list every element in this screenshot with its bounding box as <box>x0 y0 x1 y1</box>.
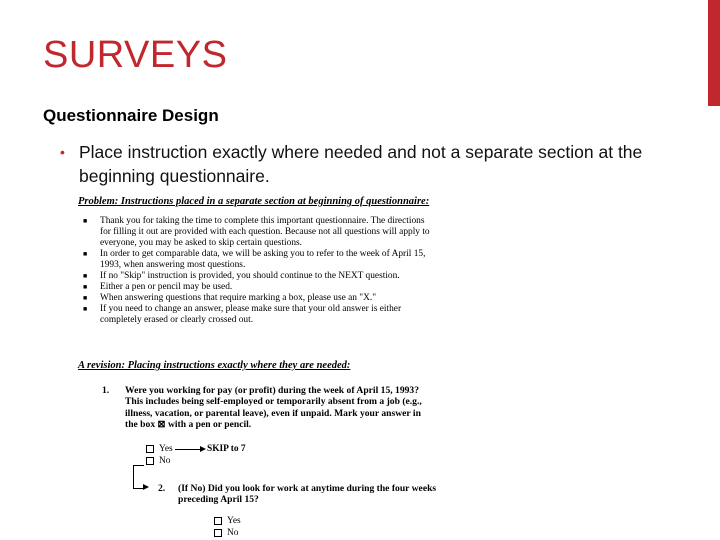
revision-heading: A revision: Placing instructions exactly where they are needed: <box>78 360 351 371</box>
q1-yes-label: Yes <box>159 444 173 454</box>
question-2-number: 2. <box>158 483 166 494</box>
problem-item: ■ When answering questions that require marking a box, please use an "X." <box>78 293 434 304</box>
question-1-text: Were you working for pay (or profit) during the week of April 15, 1993? This includes being self-employed or temporarily absent from a job (e.g., illness, vacation, or parental leave), even if unpaid. Mark your answer in the box ⊠ with a pen or pencil. <box>125 385 422 431</box>
arrow-right-icon <box>200 446 206 452</box>
problem-item: ■ In order to get comparable data, we will be asking you to refer to the week of April 15, 1993, when answering most questions. <box>78 249 434 271</box>
problem-item: ■ Thank you for taking the time to complete this important questionnaire. The directions for filling it out are provided with each question. Because not all questions will apply to everyone, you may be asked to skip certain questions. <box>78 216 434 249</box>
questionnaire-scan <box>74 194 444 540</box>
q1-skip-instruction: SKIP to 7 <box>207 444 246 454</box>
checkbox-icon <box>214 529 222 537</box>
question-2-text: (If No) Did you look for work at anytime during the four weeks preceding April 15? <box>178 483 437 506</box>
problem-item: ■ Either a pen or pencil may be used. <box>78 282 434 293</box>
bullet-dot-icon: • <box>60 144 65 160</box>
question-1-number: 1. <box>102 385 110 396</box>
bullet-text: Place instruction exactly where needed and not a separate section at the beginning questionnaire. <box>79 142 643 186</box>
q2-yes-label: Yes <box>227 516 241 526</box>
q2-no-label: No <box>227 528 239 538</box>
slide-title: SURVEYS <box>43 34 228 76</box>
skip-arrow-line <box>175 449 203 450</box>
q2-yes-option <box>214 516 241 526</box>
problem-list <box>78 216 434 326</box>
q1-no-option <box>146 456 170 466</box>
q1-no-label: No <box>159 456 171 466</box>
q1-yes-option <box>146 444 173 454</box>
checkbox-icon <box>146 457 154 465</box>
problem-item: ■ If no "Skip" instruction is provided, you should continue to the NEXT question. <box>78 271 434 282</box>
slide-subtitle: Questionnaire Design <box>43 106 219 125</box>
checkbox-icon <box>214 517 222 525</box>
problem-heading: Problem: Instructions placed in a separate section at beginning of questionnaire: <box>78 196 430 207</box>
checkbox-icon <box>146 445 154 453</box>
q2-no-option <box>214 528 238 538</box>
problem-item: ■ If you need to change an answer, please make sure that your old answer is either completely erased or clearly crossed out. <box>78 304 434 326</box>
arrow-right-icon <box>143 484 149 490</box>
accent-bar <box>708 0 720 106</box>
